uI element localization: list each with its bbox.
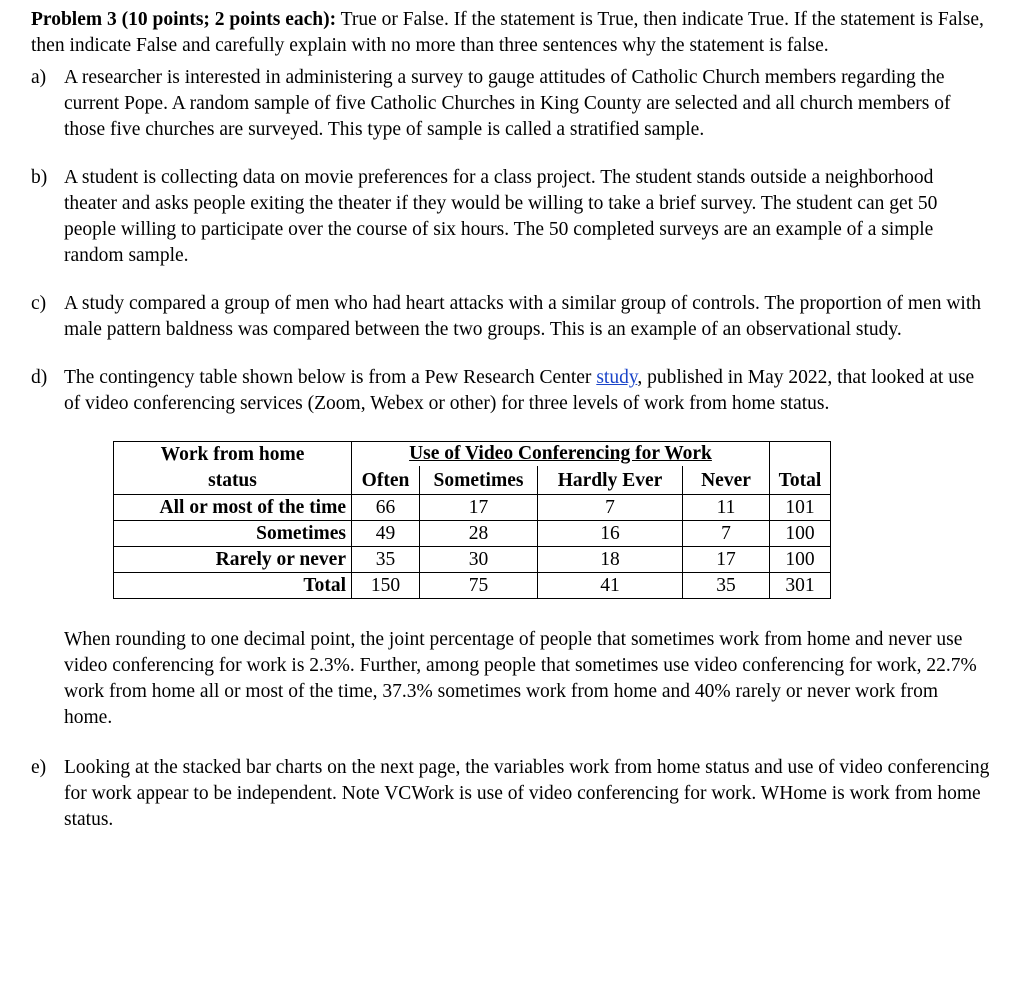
problem-page	[31, 7, 991, 833]
item-a-letter: a)	[31, 67, 47, 88]
problem-heading: Problem 3 (10 points; 2 points each):	[31, 9, 337, 30]
study-link[interactable]: study	[596, 367, 638, 388]
cell: 150	[352, 573, 420, 599]
cell: 75	[420, 573, 538, 599]
cell: 30	[420, 547, 538, 573]
item-a	[31, 65, 991, 143]
contingency-table	[113, 441, 831, 599]
cell: 17	[420, 495, 538, 521]
item-b-letter: b)	[31, 167, 48, 188]
cell: 16	[538, 521, 683, 547]
cell: 7	[683, 521, 770, 547]
item-d-body	[64, 365, 991, 417]
item-a-text: A researcher is interested in administering a survey to gauge attitudes of Catholic Church members regarding the current Pope. A random sample of five Catholic Churches in King County are selected and all church members of those five churches are surveyed. This type of sample is called a stratified sample.	[64, 67, 951, 140]
item-d-after-table: When rounding to one decimal point, the joint percentage of people that sometimes work from home and never use video conferencing for work is 2.3%. Further, among people that sometimes use video conferencing for work, 22.7% work from home all or most of the time, 37.3% sometimes work from home and 40% rarely or never work from home.	[64, 629, 977, 728]
group-header-text: Use of Video Conferencing for Work	[409, 443, 712, 465]
col-header-often: Often	[352, 466, 420, 494]
item-e-letter: e)	[31, 757, 47, 778]
cell: 101	[770, 495, 831, 521]
cell: 100	[770, 547, 831, 573]
cell: 301	[770, 573, 831, 599]
item-b-text: A student is collecting data on movie preferences for a class project. The student stands outside a neighborhood theater and asks people exiting the theater if they would be willing to take a brief survey. The student can get 50 people willing to participate over the course of six hours. The 50 completed surveys are an example of a simple random sample.	[64, 167, 938, 266]
col-header-hardly-ever: Hardly Ever	[538, 466, 683, 494]
item-e-text: Looking at the stacked bar charts on the next page, the variables work from home status and use of video conferencing for work appear to be independent. Note VCWork is use of video conferencing for work. WHome is work from home status.	[64, 757, 990, 830]
row-header-line1: Work from home	[160, 444, 305, 465]
col-header-total: Total	[770, 466, 831, 494]
problem-instructions: True or False. If the statement is True, then indicate True. If the statement is False, then indicate False and carefully explain with no more than three sentences why the statement is false.	[31, 9, 984, 56]
table-row	[114, 495, 831, 521]
cell: 66	[352, 495, 420, 521]
row-label: All or most of the time	[114, 495, 352, 521]
cell: 35	[352, 547, 420, 573]
item-d-letter: d)	[31, 367, 48, 388]
item-d	[31, 365, 991, 417]
row-label: Rarely or never	[114, 547, 352, 573]
item-d-text-after: , published in May 2022, that looked at use of video conferencing services (Zoom, Webex or other) for three levels of work from home status.	[64, 367, 975, 414]
col-header-never: Never	[683, 466, 770, 494]
row-label: Sometimes	[114, 521, 352, 547]
cell: 17	[683, 547, 770, 573]
cell: 100	[770, 521, 831, 547]
cell: 7	[538, 495, 683, 521]
item-d-text	[64, 365, 991, 417]
cell: 35	[683, 573, 770, 599]
item-d-text-before: The contingency table shown below is from a Pew Research Center	[64, 367, 597, 388]
item-c-letter: c)	[31, 293, 47, 314]
item-b	[31, 165, 991, 269]
item-e	[31, 755, 991, 833]
cell: 11	[683, 495, 770, 521]
problem-intro	[31, 7, 991, 59]
cell: 28	[420, 521, 538, 547]
col-header-sometimes: Sometimes	[420, 466, 538, 494]
total-header-top	[770, 442, 831, 467]
row-header-line2: status	[208, 470, 257, 491]
table-row	[114, 547, 831, 573]
cell: 49	[352, 521, 420, 547]
cell: 18	[538, 547, 683, 573]
table-row	[114, 521, 831, 547]
row-header-cell	[114, 442, 352, 495]
contingency-table-wrap	[113, 441, 991, 599]
item-d-followup	[31, 627, 991, 731]
row-label: Total	[114, 573, 352, 599]
table-row-total	[114, 573, 831, 599]
cell: 41	[538, 573, 683, 599]
item-c-text: A study compared a group of men who had heart attacks with a similar group of controls. The proportion of men with male pattern baldness was compared between the two groups. This is an example of an observational study.	[64, 293, 982, 340]
item-c	[31, 291, 991, 343]
group-header	[352, 442, 770, 467]
